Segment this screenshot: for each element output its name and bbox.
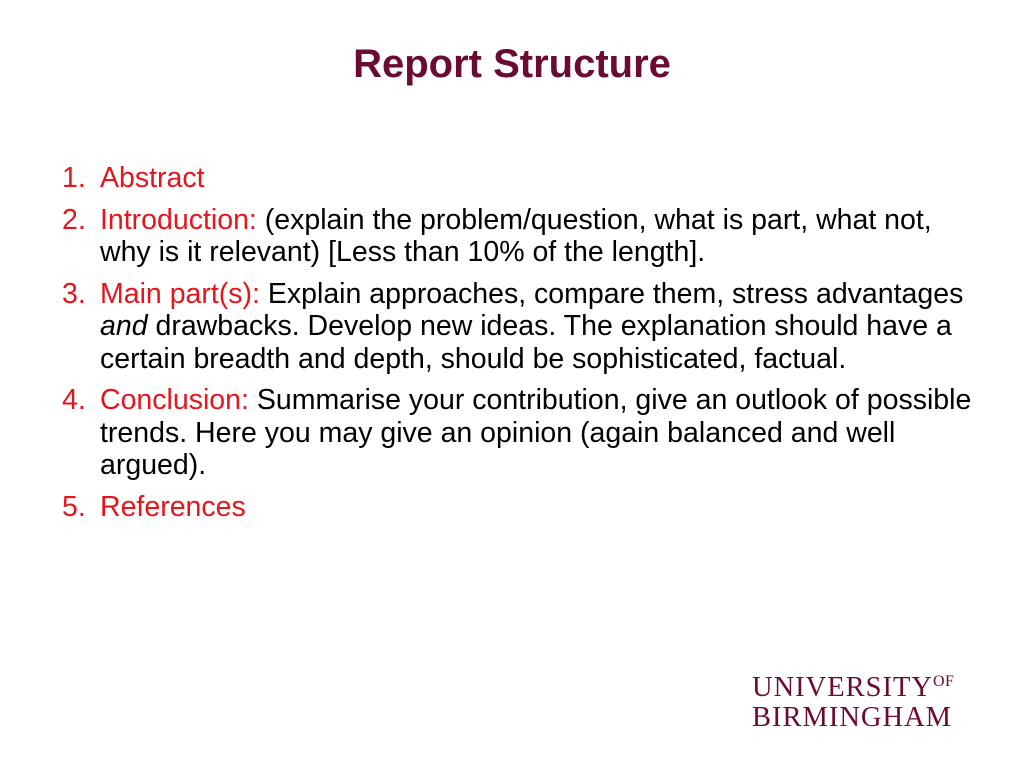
list-item-abstract bbox=[62, 162, 972, 195]
slide-title: Report Structure bbox=[353, 42, 671, 86]
item-number: 4. bbox=[62, 384, 86, 416]
item-number: 5. bbox=[62, 490, 86, 523]
item-label: Main part(s): bbox=[100, 277, 268, 310]
item-number: 1. bbox=[62, 162, 86, 194]
logo-word-university: UNIVERSITY bbox=[752, 672, 933, 703]
item-text-before: Explain approaches, compare them, stress advantages bbox=[267, 277, 964, 310]
item-body bbox=[100, 384, 972, 482]
item-body bbox=[100, 491, 972, 524]
logo-line-2: BIRMINGHAM bbox=[752, 702, 953, 733]
list-item-introduction bbox=[62, 204, 972, 269]
list-item-conclusion bbox=[62, 384, 972, 482]
university-logo bbox=[752, 667, 992, 733]
item-number: 2. bbox=[62, 203, 86, 236]
item-label: References bbox=[100, 490, 246, 523]
logo-line-1 bbox=[752, 667, 992, 703]
item-text-emphasis: and bbox=[100, 310, 148, 342]
item-text: (explain the problem/question, what is part, what not, why is it relevant) [Less than 10% of the length]. bbox=[100, 203, 932, 268]
logo-word-of: OF bbox=[933, 673, 955, 690]
item-text: Summarise your contribution, give an outlook of possible trends. Here you may give an opinion (again balanced and well argued). bbox=[100, 384, 972, 481]
item-text-after: drawbacks. Develop new ideas. The explanation should have a certain breadth and depth, should be sophisticated, factual. bbox=[100, 310, 952, 375]
item-body bbox=[100, 278, 972, 376]
report-structure-list bbox=[62, 162, 972, 532]
item-label: Conclusion: bbox=[100, 384, 257, 416]
item-body bbox=[100, 204, 972, 269]
item-number: 3. bbox=[62, 277, 86, 310]
list-item-references bbox=[62, 491, 972, 524]
item-label: Abstract bbox=[100, 162, 205, 194]
item-label: Introduction: bbox=[100, 203, 265, 236]
list-item-main-parts bbox=[62, 278, 972, 376]
item-body bbox=[100, 162, 972, 195]
